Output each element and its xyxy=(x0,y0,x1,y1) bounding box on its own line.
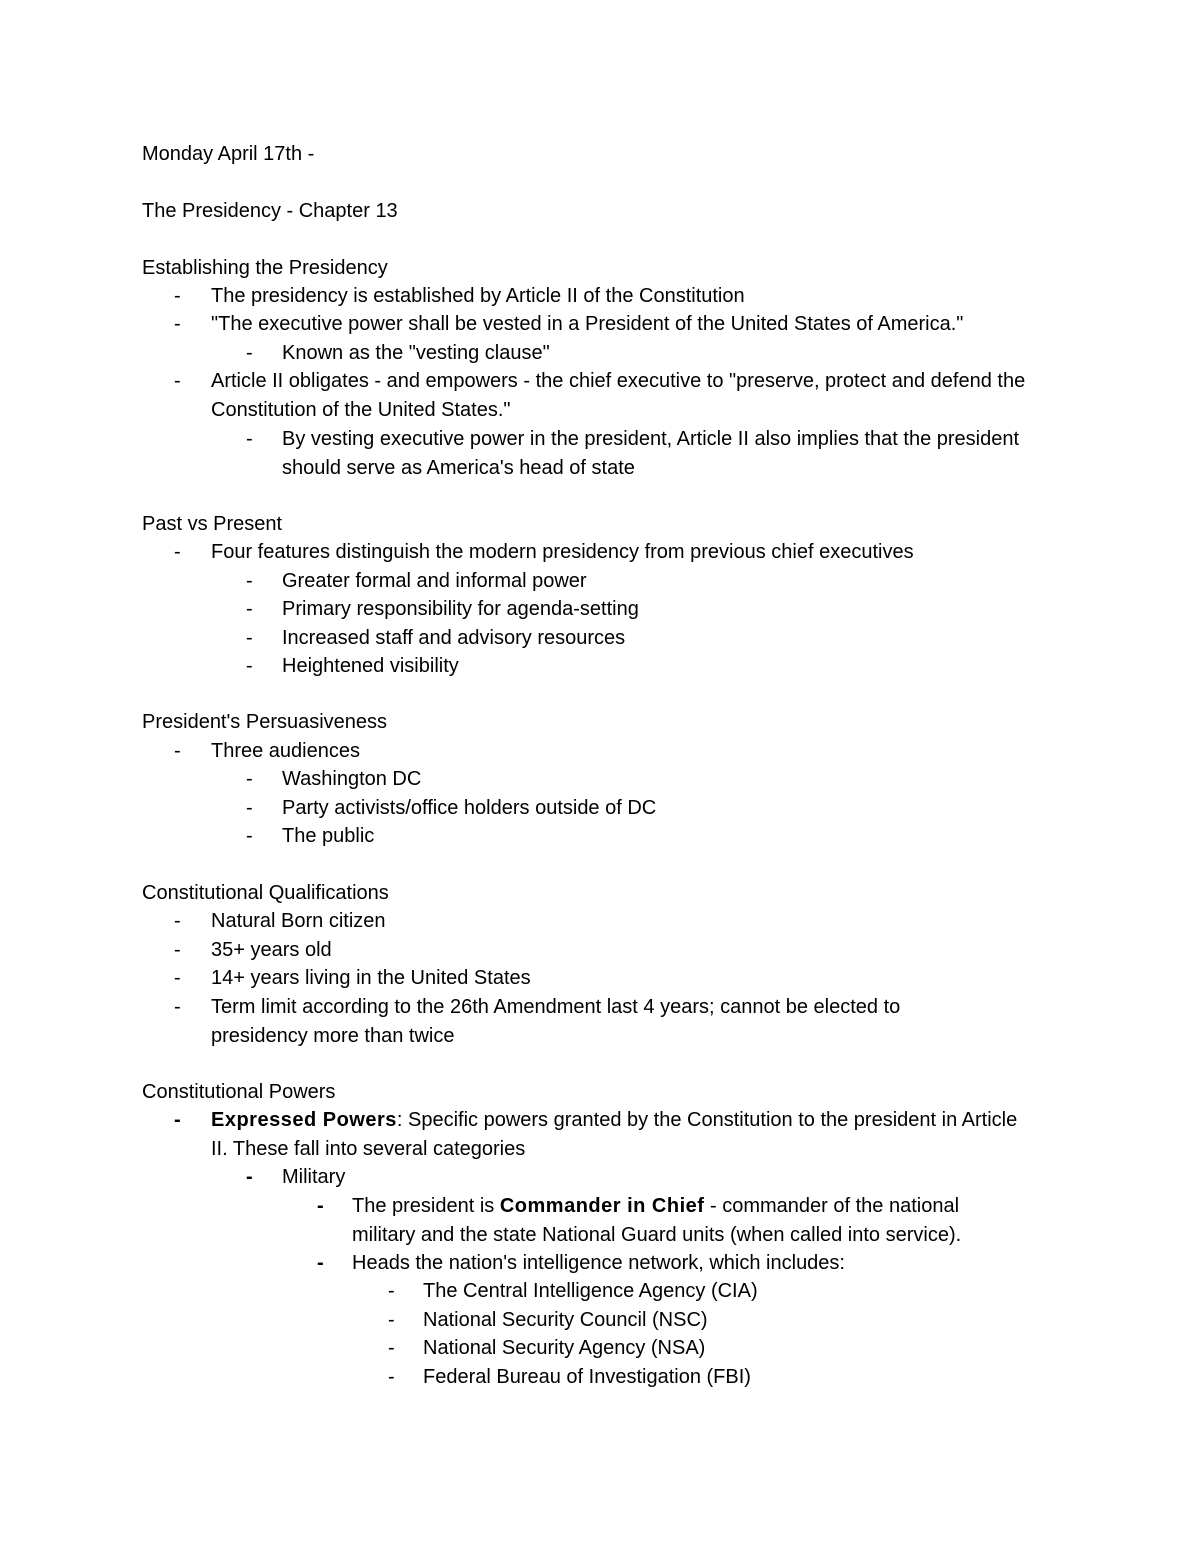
list-item-text: Known as the "vesting clause" xyxy=(282,342,550,364)
bullet-dash: - xyxy=(174,910,181,932)
list-item-text: Natural Born citizen xyxy=(211,910,386,932)
bullet-dash: - xyxy=(174,541,181,563)
bullet-dash: - xyxy=(388,1366,395,1388)
commander-text-pre: The president is xyxy=(352,1195,500,1217)
section-heading-establishing: Establishing the Presidency xyxy=(142,257,388,279)
list-item-text: Washington DC xyxy=(282,768,422,790)
list-item-text xyxy=(211,1106,1031,1163)
bullet-dash: - xyxy=(388,1337,395,1359)
list-item-text: By vesting executive power in the president, Article II also implies that the president should serve as America's head of state xyxy=(282,428,1020,479)
list-item-text: Increased staff and advisory resources xyxy=(282,627,626,649)
bullet-dash: - xyxy=(174,313,181,335)
bullet-dash: - xyxy=(174,967,181,989)
expressed-powers-definition: : Specific powers granted by the Constitution to the president in Article II. These fall into several categories xyxy=(211,1109,1018,1160)
list-item-text: Article II obligates - and empowers - the chief executive to "preserve, protect and defend the Constitution of the United States." xyxy=(211,370,1026,421)
list-item-text: The public xyxy=(282,825,375,847)
commander-text-post: - commander of the national military and the state National Guard units (when called into service). xyxy=(352,1195,962,1246)
list-item-text: Heightened visibility xyxy=(282,655,459,677)
bullet-dash: - xyxy=(174,370,181,392)
commander-in-chief-term: Commander in Chief xyxy=(499,1195,705,1217)
bullet-dash: - xyxy=(246,627,253,649)
bullet-dash: - xyxy=(246,1166,253,1188)
bullet-dash: - xyxy=(174,996,181,1018)
bullet-dash: - xyxy=(174,939,181,961)
list-item-text: Party activists/office holders outside of DC xyxy=(282,797,657,819)
bullet-dash: - xyxy=(246,825,253,847)
bullet-dash: - xyxy=(317,1252,324,1274)
bullet-dash: - xyxy=(246,598,253,620)
bullet-dash: - xyxy=(174,285,181,307)
list-item-text: Federal Bureau of Investigation (FBI) xyxy=(423,1366,751,1388)
list-item-text: Four features distinguish the modern presidency from previous chief executives xyxy=(211,541,914,563)
bullet-dash: - xyxy=(246,570,253,592)
section-heading-persuasiveness: President's Persuasiveness xyxy=(142,711,388,733)
bullet-dash: - xyxy=(246,768,253,790)
expressed-powers-term: Expressed Powers xyxy=(211,1109,397,1131)
bullet-dash: - xyxy=(388,1309,395,1331)
list-item-text: 14+ years living in the United States xyxy=(211,967,531,989)
list-item-text: 35+ years old xyxy=(211,939,332,961)
bullet-dash: - xyxy=(174,740,181,762)
list-item-text: Term limit according to the 26th Amendment last 4 years; cannot be elected to presidency more than twice xyxy=(211,996,901,1047)
list-item-text xyxy=(352,1192,1017,1249)
list-item-text: Military xyxy=(282,1166,346,1188)
section-heading-qualifications: Constitutional Qualifications xyxy=(142,882,389,904)
section-heading-powers: Constitutional Powers xyxy=(142,1081,336,1103)
list-item-text: Heads the nation's intelligence network, which includes: xyxy=(352,1252,845,1274)
bullet-dash: - xyxy=(246,655,253,677)
date-line: Monday April 17th - xyxy=(142,143,315,165)
list-item-text: The presidency is established by Article II of the Constitution xyxy=(211,285,745,307)
bullet-dash: - xyxy=(246,428,253,450)
list-item-text: Three audiences xyxy=(211,740,360,762)
list-item-text: The Central Intelligence Agency (CIA) xyxy=(423,1280,758,1302)
list-item-text: National Security Council (NSC) xyxy=(423,1309,708,1331)
list-item-text: Primary responsibility for agenda-setting xyxy=(282,598,639,620)
bullet-dash: - xyxy=(246,797,253,819)
bullet-dash: - xyxy=(174,1109,181,1131)
list-item-text: "The executive power shall be vested in a President of the United States of America." xyxy=(211,313,964,335)
page-title: The Presidency - Chapter 13 xyxy=(142,200,398,222)
section-heading-past-vs-present: Past vs Present xyxy=(142,513,283,535)
bullet-dash: - xyxy=(246,342,253,364)
list-item-text: National Security Agency (NSA) xyxy=(423,1337,706,1359)
bullet-dash: - xyxy=(388,1280,395,1302)
list-item-text: Greater formal and informal power xyxy=(282,570,587,592)
bullet-dash: - xyxy=(317,1195,324,1217)
